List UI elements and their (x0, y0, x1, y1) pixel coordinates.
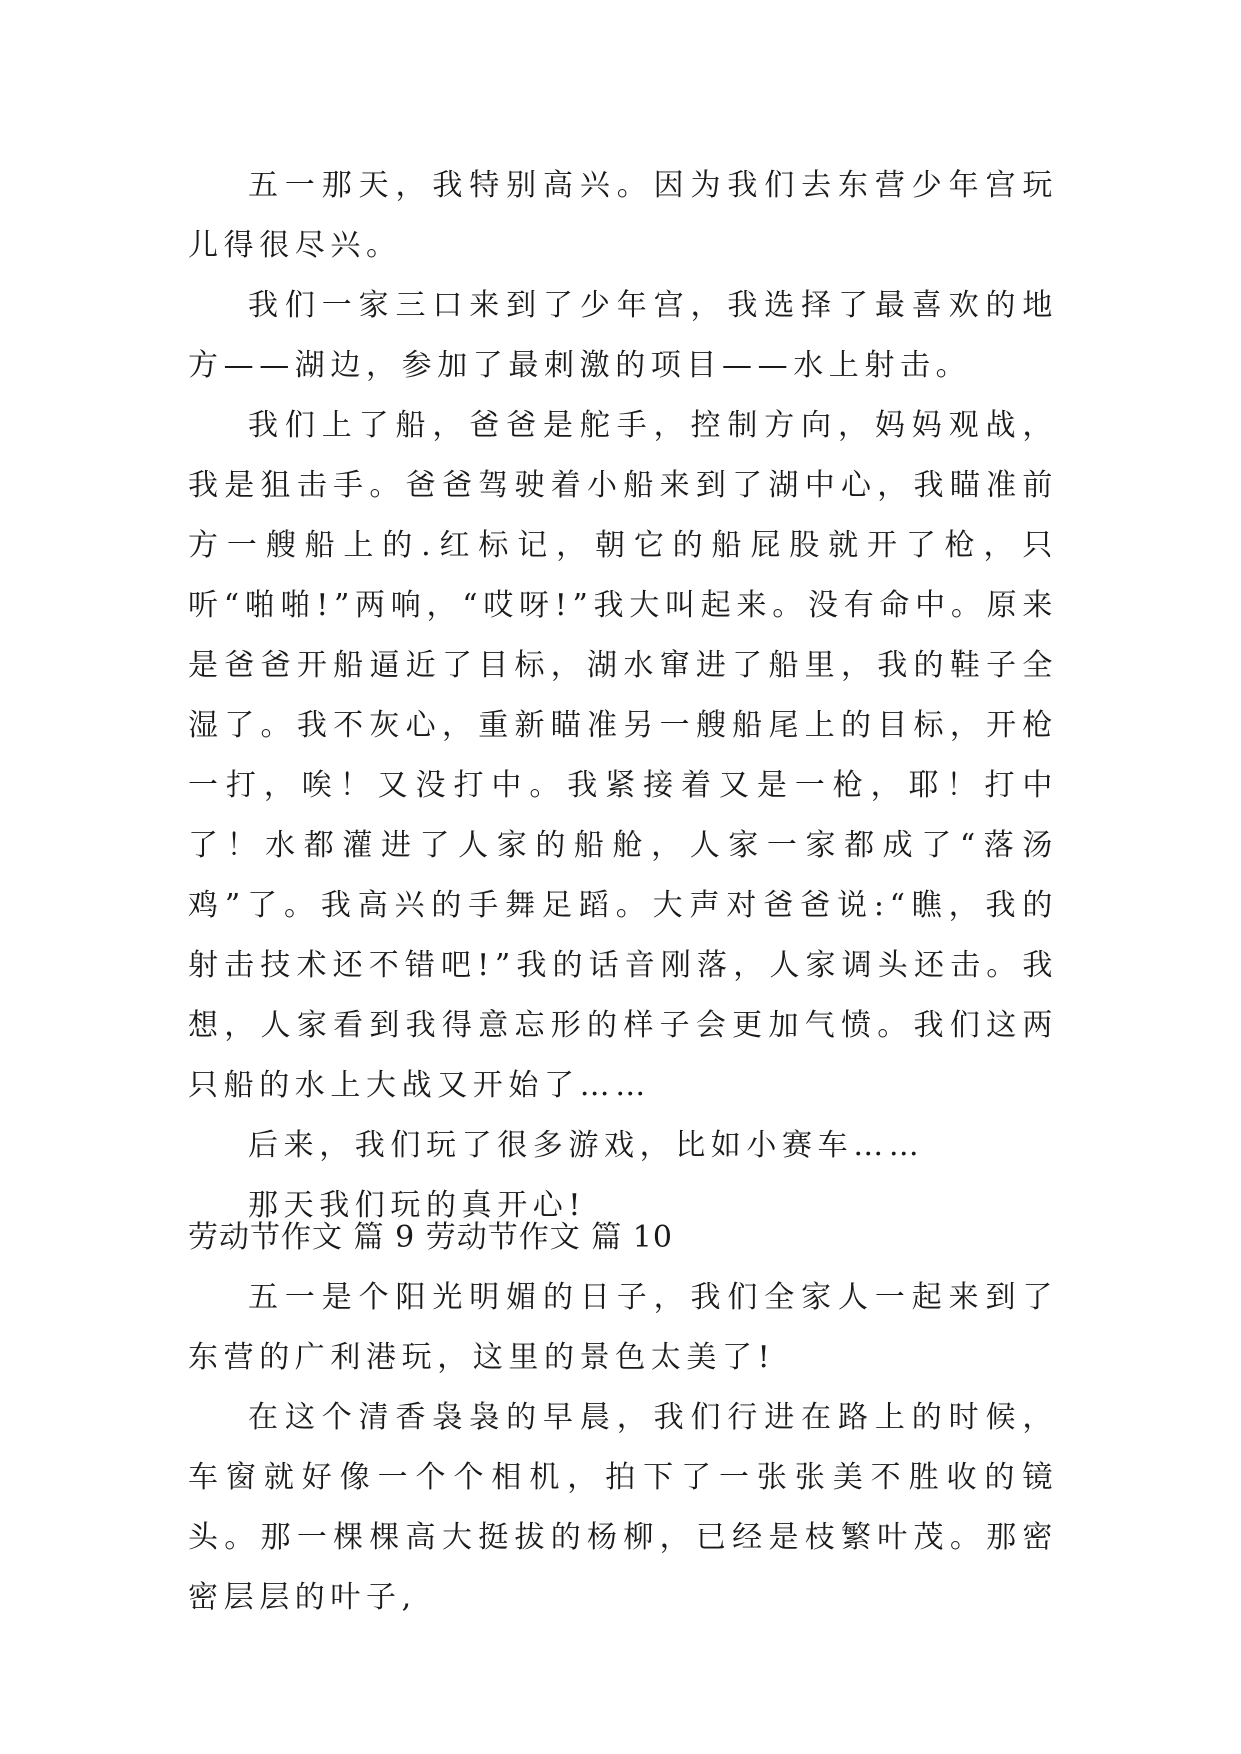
essay-body-b (188, 1268, 1058, 1628)
paragraph: 五一那天，我特别高兴。因为我们去东营少年宫玩儿得很尽兴。 (188, 168, 1058, 263)
section-heading: 劳动节作文 篇 9 劳动节作文 篇 10 (188, 1220, 673, 1255)
essay-body-a (188, 156, 1058, 1236)
paragraph: 在这个清香袅袅的早晨，我们行进在路上的时候，车窗就好像一个个相机，拍下了一张张美不胜收的镜头。那一棵棵高大挺拔的杨柳，已经是枝繁叶茂。那密密层层的叶子, (188, 1400, 1058, 1615)
paragraph: 我们一家三口来到了少年宫，我选择了最喜欢的地方——湖边，参加了最刺激的项目——水上射击。 (188, 288, 1058, 383)
paragraph: 那天我们玩的真开心! (248, 1188, 587, 1223)
paragraph: 后来，我们玩了很多游戏，比如小赛车…… (248, 1128, 925, 1163)
paragraph: 五一是个阳光明媚的日子，我们全家人一起来到了东营的广利港玩，这里的景色太美了! (188, 1280, 1058, 1375)
paragraph: 我们上了船，爸爸是舵手，控制方向，妈妈观战，我是狙击手。爸爸驾驶着小船来到了湖中心，我瞄准前方一艘船上的.红标记，朝它的船屁股就开了枪，只听“啪啪!”两响，“哎呀!”我大叫起来。没有命中。原来是爸爸开船逼近了目标，湖水窜进了船里，我的鞋子全湿了。我不灰心，重新瞄准另一艘船尾上的目标，开枪一打，唉！又没打中。我紧接着又是一枪，耶！打中了！水都灌进了人家的船舱，人家一家都成了“落汤鸡”了。我高兴的手舞足蹈。大声对爸爸说:“瞧，我的射击技术还不错吧!”我的话音刚落，人家调头还击。我想，人家看到我得意忘形的样子会更加气愤。我们这两只船的水上大战又开始了…… (188, 408, 1058, 1103)
